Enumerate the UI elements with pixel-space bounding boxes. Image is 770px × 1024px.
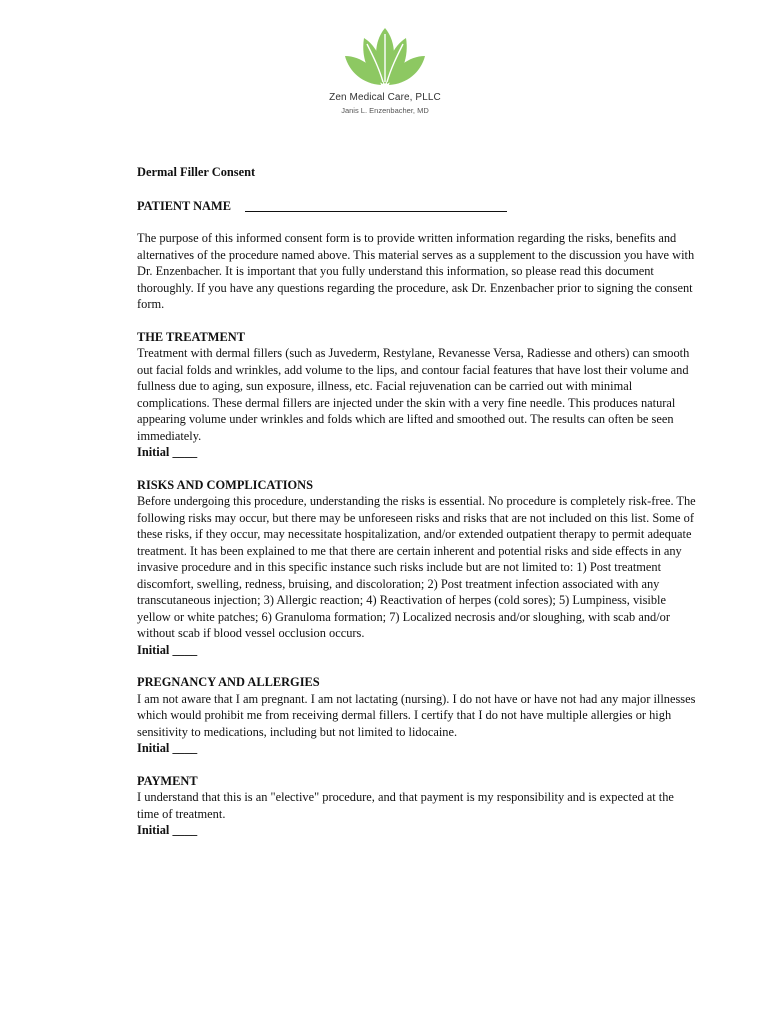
initial-field[interactable]: Initial ____ bbox=[137, 642, 198, 657]
section-body: Before undergoing this procedure, understanding the risks is essential. No procedure is completely risk-free. The following risks may occur, but there may be unforeseen risks and risks that are not included on this list. Some of these risks, if they occur, may necessitate hospitalization, and/or extended outpatient therapy to permit adequate treatment. It has been explained to me that there are certain inherent and potential risks and side effects in any invasive procedure and in this specific instance such risks include but are not limited to: 1) Post treatment discomfort, swelling, redness, bruising, and discoloration; 2) Post treatment infection associated with any transcutaneous injection; 3) Allergic reaction; 4) Reactivation of herpes (cold sores); 5) Lumpiness, visible yellow or white patches; 6) Granuloma formation; 7) Localized necrosis and/or sloughing, with scab and/or without scab if blood vessel occlusion occurs. bbox=[137, 494, 696, 640]
section-title: RISKS AND COMPLICATIONS bbox=[137, 477, 314, 492]
section-title: PREGNANCY AND ALLERGIES bbox=[137, 675, 320, 689]
section-risks bbox=[137, 477, 697, 659]
patient-name-label: PATIENT NAME bbox=[137, 198, 231, 213]
section-title: PAYMENT bbox=[137, 773, 198, 788]
lotus-icon bbox=[337, 26, 433, 88]
patient-name-field[interactable] bbox=[245, 198, 507, 212]
consent-content bbox=[137, 164, 697, 839]
document-title: Dermal Filler Consent bbox=[137, 165, 256, 179]
section-body: I am not aware that I am pregnant. I am not lactating (nursing). I do not have or have not had any major illnesses which would prohibit me from receiving dermal fillers. I certify that I do not have multiple allergies or high sensitivity to medications, including but not limited to lidocaine. bbox=[137, 691, 696, 739]
company-name: Zen Medical Care, PLLC bbox=[329, 92, 441, 103]
initial-field[interactable]: Initial ____ bbox=[137, 741, 198, 755]
initial-field[interactable]: Initial ____ bbox=[137, 823, 198, 837]
section-treatment bbox=[137, 329, 697, 461]
initial-field[interactable]: Initial ____ bbox=[137, 445, 198, 459]
section-title: THE TREATMENT bbox=[137, 329, 245, 344]
intro-paragraph: The purpose of this informed consent form is to provide written information regarding the risks, benefits and alternatives of the procedure named above. This material serves as a supplement to the discussion you have with Dr. Enzenbacher. It is important that you fully understand this information, so please read this document thoroughly. If you have any questions regarding the procedure, ask Dr. Enzenbacher prior to signing the consent form. bbox=[137, 231, 695, 311]
company-logo bbox=[322, 26, 448, 115]
doctor-name: Janis L. Enzenbacher, MD bbox=[341, 106, 429, 115]
section-pregnancy-allergies bbox=[137, 674, 697, 757]
section-body: I understand that this is an "elective" procedure, and that payment is my responsibility and is expected at the time of treatment. bbox=[137, 790, 674, 821]
section-payment bbox=[137, 773, 697, 839]
section-body: Treatment with dermal fillers (such as Juvederm, Restylane, Revanesse Versa, Radiesse and others) can smooth out facial folds and wrinkles, add volume to the lips, and contour facial features that have lost their volume and fullness due to aging, sun exposure, illness, etc. Facial rejuvenation can be carried out with minimal complications. These dermal fillers are injected under the skin with a very fine needle. This produces natural appearing volume under wrinkles and folds which are lifted and smoothed out. The results can often be seen immediately. bbox=[137, 346, 690, 443]
patient-name-row bbox=[137, 198, 697, 215]
